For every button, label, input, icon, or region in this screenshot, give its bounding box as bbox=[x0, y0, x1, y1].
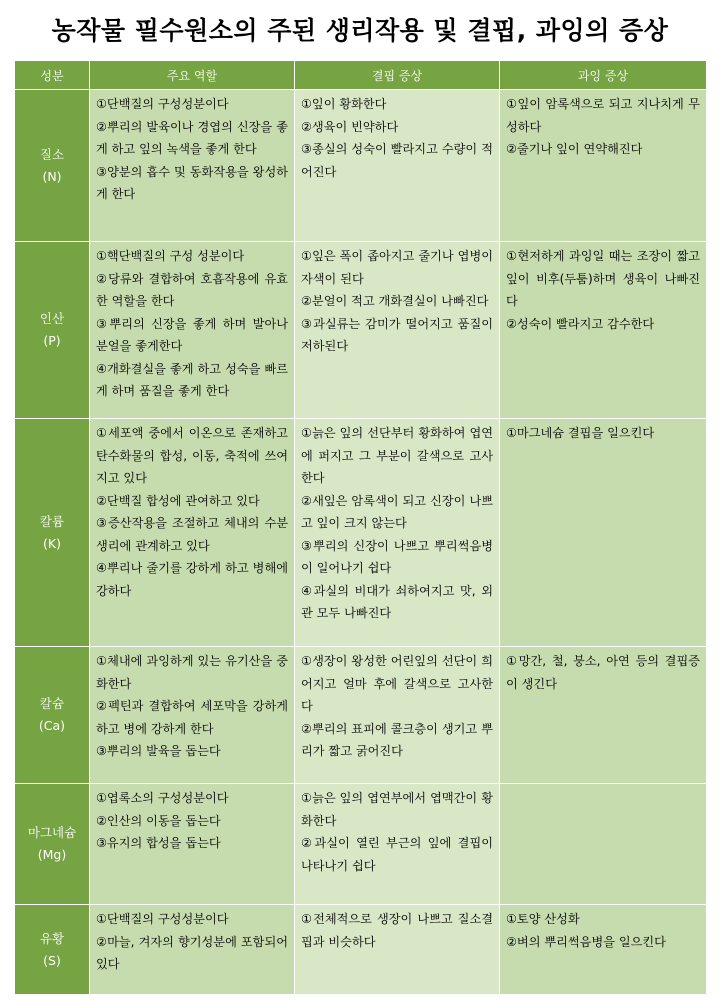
table-row bbox=[15, 90, 707, 242]
header-role: 주요 역할 bbox=[90, 61, 295, 90]
component-name: 칼륨 bbox=[39, 513, 65, 529]
role-item: ①단백질의 구성성분이다 bbox=[96, 97, 229, 111]
excess-cell bbox=[500, 647, 707, 784]
excess-cell bbox=[500, 784, 707, 905]
excess-cell bbox=[500, 90, 707, 242]
excess-item: ②성숙이 빨라지고 감수한다 bbox=[506, 316, 655, 331]
role-item: ③유지의 합성을 돕는다 bbox=[96, 836, 221, 850]
deficiency-cell bbox=[295, 242, 500, 419]
table-row bbox=[15, 784, 707, 905]
role-cell bbox=[90, 242, 295, 419]
page-title: 농작물 필수원소의 주된 생리작용 및 결핍, 과잉의 증상 bbox=[51, 16, 669, 45]
deficiency-item: ②생육이 빈약하다 bbox=[301, 119, 399, 134]
role-item: ③뿌리의 신장을 좋게 하며 발아나 분얼을 좋게한다 bbox=[96, 316, 288, 353]
deficiency-item: ①잎은 폭이 좁아지고 줄기나 엽병이 자색이 된다 bbox=[301, 249, 493, 286]
role-item: ①핵단백질의 구성 성분이다 bbox=[96, 249, 245, 263]
component-symbol: (N) bbox=[42, 168, 62, 184]
deficiency-item: ②새잎은 암록색이 되고 신장이 나쁘고 잎이 크지 않는다 bbox=[301, 493, 493, 530]
component-cell bbox=[15, 784, 90, 905]
role-item: ③뿌리의 발육을 돕는다 bbox=[96, 744, 221, 758]
table-row bbox=[15, 419, 707, 647]
excess-cell bbox=[500, 419, 707, 647]
role-cell bbox=[90, 647, 295, 784]
role-item: ①체내에 과잉하게 있는 유기산을 중화한다 bbox=[96, 654, 288, 691]
deficiency-item: ①잎이 황화한다 bbox=[301, 97, 387, 111]
role-cell bbox=[90, 90, 295, 242]
role-item: ②단백질 합성에 관여하고 있다 bbox=[96, 493, 260, 508]
component-symbol: (Ca) bbox=[38, 718, 66, 733]
deficiency-item: ②분얼이 적고 개화결실이 나빠진다 bbox=[301, 294, 489, 308]
role-cell bbox=[90, 784, 295, 905]
role-item: ②인산의 이동을 돕는다 bbox=[96, 813, 221, 828]
excess-item: ①마그네슘 결핍을 일으킨다 bbox=[506, 426, 655, 440]
role-item: ④개화결실을 좋게 하고 성숙을 빠르게 하며 품질을 좋게 한다 bbox=[96, 361, 288, 398]
table-row bbox=[15, 647, 707, 784]
component-symbol: (P) bbox=[43, 333, 61, 348]
role-item: ②당류와 결합하여 호흡작용에 유효한 역할을 한다 bbox=[96, 271, 288, 308]
excess-cell bbox=[500, 242, 707, 419]
component-cell bbox=[15, 419, 90, 647]
component-cell bbox=[15, 242, 90, 419]
deficiency-item: ①생장이 왕성한 어린잎의 선단이 희어지고 얼마 후에 갈색으로 고사한다 bbox=[301, 654, 493, 713]
table-row bbox=[15, 242, 707, 419]
header-excess: 과잉 증상 bbox=[500, 61, 707, 90]
nutrient-table bbox=[14, 60, 707, 995]
deficiency-cell bbox=[295, 419, 500, 647]
deficiency-item: ①늙은 잎의 선단부터 황화하여 엽연에 퍼지고 그 부분이 갈색으로 고사한다 bbox=[301, 426, 493, 485]
component-symbol: (Mg) bbox=[37, 847, 67, 862]
deficiency-item: ③과실류는 감미가 떨어지고 품질이 저하된다 bbox=[301, 316, 493, 353]
role-cell bbox=[90, 419, 295, 647]
role-item: ③증산작용을 조절하고 체내의 수분생리에 관계하고 있다 bbox=[96, 516, 288, 553]
table-row bbox=[15, 905, 707, 995]
deficiency-item: ④과실의 비대가 쇠하여지고 맛, 외관 모두 나빠진다 bbox=[301, 583, 493, 620]
component-cell bbox=[15, 90, 90, 242]
deficiency-cell bbox=[295, 905, 500, 995]
role-item: ②마늘, 겨자의 향기성분에 포함되어 있다 bbox=[96, 934, 288, 971]
component-name: 칼슘 bbox=[39, 696, 65, 711]
excess-item: ①잎이 암록색으로 되고 지나치게 무성하다 bbox=[506, 97, 700, 134]
role-item: ①엽록소의 구성성분이다 bbox=[96, 791, 229, 805]
component-name: 인산 bbox=[39, 311, 65, 326]
component-cell bbox=[15, 905, 90, 995]
excess-item: ①토양 산성화 bbox=[506, 912, 580, 926]
deficiency-item: ①전체적으로 생장이 나쁘고 질소결핍과 비슷하다 bbox=[301, 912, 493, 949]
excess-item: ①망간, 철, 붕소, 아연 등의 결핍증이 생긴다 bbox=[506, 654, 700, 691]
deficiency-cell bbox=[295, 647, 500, 784]
component-name: 유황 bbox=[39, 930, 65, 946]
component-name: 질소 bbox=[39, 146, 65, 162]
header-row bbox=[15, 61, 707, 90]
header-deficiency: 결핍 증상 bbox=[295, 61, 500, 90]
deficiency-cell bbox=[295, 90, 500, 242]
role-item: ④뿌리나 줄기를 강하게 하고 병해에 강하다 bbox=[96, 561, 288, 598]
role-item: ①단백질의 구성성분이다 bbox=[96, 912, 229, 926]
deficiency-item: ②과실이 열린 부근의 잎에 결핍이 나타나기 쉽다 bbox=[301, 836, 493, 873]
role-item: ②뿌리의 발육이나 경엽의 신장을 좋게 하고 잎의 녹색을 좋게 한다 bbox=[96, 119, 288, 156]
role-item: ②펙틴과 결합하여 세포막을 강하게 하고 병에 강하게 한다 bbox=[96, 699, 288, 736]
component-cell bbox=[15, 647, 90, 784]
role-item: ③양분의 흡수 및 동화작용을 왕성하게 한다 bbox=[96, 164, 288, 201]
deficiency-cell bbox=[295, 784, 500, 905]
deficiency-item: ③종실의 성숙이 빨라지고 수량이 적어진다 bbox=[301, 142, 493, 179]
deficiency-item: ③뿌리의 신장이 나쁘고 뿌리썩음병이 일어나기 쉽다 bbox=[301, 538, 493, 575]
role-item: ①세포액 중에서 이온으로 존재하고 탄수화물의 합성, 이동, 축적에 쓰여지고 있다 bbox=[96, 426, 288, 485]
component-symbol: (K) bbox=[43, 535, 61, 551]
excess-item: ①현저하게 과잉일 때는 조장이 짧고 잎이 비후(두툼)하며 생육이 나빠진다 bbox=[506, 249, 700, 308]
role-cell bbox=[90, 905, 295, 995]
excess-item: ②줄기나 잎이 연약해진다 bbox=[506, 142, 643, 156]
deficiency-item: ②뿌리의 표피에 콜크층이 생기고 뿌리가 짧고 굵어진다 bbox=[301, 721, 493, 758]
excess-item: ②벼의 뿌리썩음병을 일으킨다 bbox=[506, 934, 666, 949]
component-symbol: (S) bbox=[43, 952, 61, 968]
component-name: 마그네슘 bbox=[27, 825, 77, 840]
excess-cell bbox=[500, 905, 707, 995]
deficiency-item: ①늙은 잎의 엽연부에서 엽맥간이 황화한다 bbox=[301, 791, 493, 828]
header-component: 성분 bbox=[15, 61, 90, 90]
